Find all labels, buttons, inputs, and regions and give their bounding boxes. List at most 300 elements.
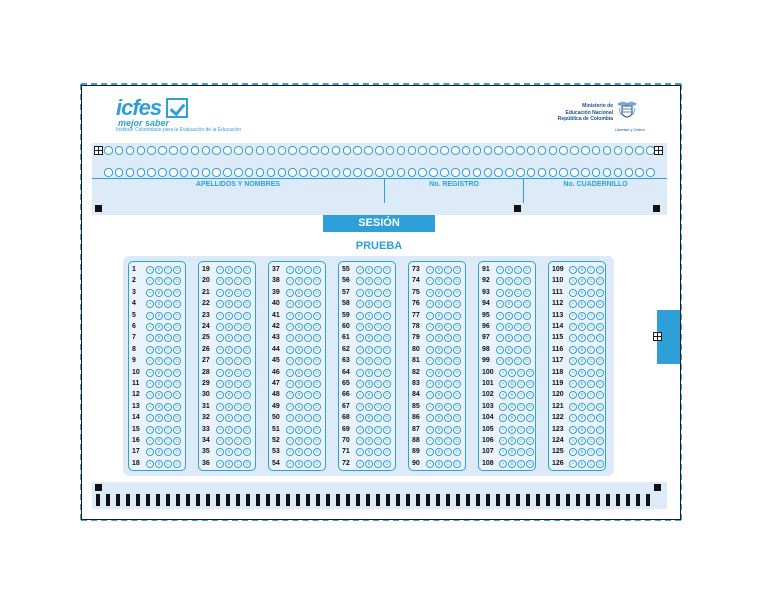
answer-option-bubble[interactable]: D: [243, 312, 251, 320]
bubble[interactable]: [147, 146, 156, 155]
answer-option-bubble[interactable]: B: [365, 426, 373, 434]
bubble[interactable]: [364, 168, 373, 177]
bubble[interactable]: [364, 146, 373, 155]
answer-option-bubble[interactable]: D: [173, 312, 181, 320]
answer-option-bubble[interactable]: B: [508, 437, 516, 445]
answer-option-bubble[interactable]: B: [295, 448, 303, 456]
answer-option-bubble[interactable]: D: [526, 448, 534, 456]
answer-option-bubble[interactable]: B: [225, 277, 233, 285]
bubble[interactable]: [386, 168, 395, 177]
answer-option-bubble[interactable]: D: [173, 426, 181, 434]
answer-option-bubble[interactable]: A: [569, 300, 577, 308]
answer-option-bubble[interactable]: C: [304, 437, 312, 445]
answer-option-bubble[interactable]: C: [374, 266, 382, 274]
answer-option-bubble[interactable]: A: [216, 300, 224, 308]
answer-option-bubble[interactable]: A: [286, 460, 294, 468]
bubble[interactable]: [408, 168, 417, 177]
bubble[interactable]: [505, 146, 514, 155]
answer-option-bubble[interactable]: C: [517, 448, 525, 456]
answer-option-bubble[interactable]: C: [304, 380, 312, 388]
answer-option-bubble[interactable]: C: [234, 346, 242, 354]
answer-option-bubble[interactable]: A: [286, 403, 294, 411]
answer-option-bubble[interactable]: B: [365, 357, 373, 365]
answer-option-bubble[interactable]: D: [383, 391, 391, 399]
bubble[interactable]: [126, 146, 135, 155]
answer-option-bubble[interactable]: D: [596, 357, 604, 365]
answer-option-bubble[interactable]: C: [444, 380, 452, 388]
answer-option-bubble[interactable]: D: [453, 266, 461, 274]
answer-option-bubble[interactable]: B: [508, 369, 516, 377]
answer-option-bubble[interactable]: A: [146, 437, 154, 445]
answer-option-bubble[interactable]: A: [356, 380, 364, 388]
bubble[interactable]: [559, 168, 568, 177]
answer-option-bubble[interactable]: D: [596, 391, 604, 399]
answer-option-bubble[interactable]: D: [243, 289, 251, 297]
answer-option-bubble[interactable]: B: [225, 334, 233, 342]
field-registry[interactable]: No. REGISTRO: [385, 179, 524, 203]
answer-option-bubble[interactable]: A: [286, 437, 294, 445]
answer-option-bubble[interactable]: B: [225, 426, 233, 434]
answer-option-bubble[interactable]: B: [435, 346, 443, 354]
answer-option-bubble[interactable]: D: [596, 437, 604, 445]
bubble[interactable]: [202, 146, 211, 155]
answer-option-bubble[interactable]: C: [304, 300, 312, 308]
answer-option-bubble[interactable]: A: [216, 426, 224, 434]
bubble[interactable]: [635, 168, 644, 177]
answer-option-bubble[interactable]: D: [596, 414, 604, 422]
answer-option-bubble[interactable]: C: [374, 380, 382, 388]
answer-option-bubble[interactable]: A: [286, 300, 294, 308]
answer-option-bubble[interactable]: C: [374, 289, 382, 297]
answer-option-bubble[interactable]: C: [444, 277, 452, 285]
answer-option-bubble[interactable]: B: [225, 289, 233, 297]
answer-option-bubble[interactable]: D: [313, 437, 321, 445]
answer-option-bubble[interactable]: D: [526, 380, 534, 388]
answer-option-bubble[interactable]: D: [173, 300, 181, 308]
bubble[interactable]: [332, 146, 341, 155]
answer-option-bubble[interactable]: D: [173, 437, 181, 445]
answer-option-bubble[interactable]: B: [435, 380, 443, 388]
answer-option-bubble[interactable]: C: [444, 403, 452, 411]
answer-option-bubble[interactable]: B: [365, 414, 373, 422]
answer-option-bubble[interactable]: B: [155, 403, 163, 411]
answer-option-bubble[interactable]: C: [234, 323, 242, 331]
answer-option-bubble[interactable]: C: [587, 369, 595, 377]
answer-option-bubble[interactable]: A: [286, 357, 294, 365]
answer-option-bubble[interactable]: A: [356, 300, 364, 308]
answer-option-bubble[interactable]: C: [234, 369, 242, 377]
answer-option-bubble[interactable]: A: [286, 312, 294, 320]
answer-option-bubble[interactable]: B: [365, 391, 373, 399]
answer-option-bubble[interactable]: C: [587, 426, 595, 434]
answer-option-bubble[interactable]: A: [146, 357, 154, 365]
bubble[interactable]: [234, 146, 243, 155]
answer-option-bubble[interactable]: C: [164, 403, 172, 411]
answer-option-bubble[interactable]: D: [383, 346, 391, 354]
answer-option-bubble[interactable]: B: [295, 426, 303, 434]
answer-option-bubble[interactable]: D: [313, 300, 321, 308]
answer-option-bubble[interactable]: A: [356, 369, 364, 377]
answer-option-bubble[interactable]: C: [304, 426, 312, 434]
bubble[interactable]: [212, 168, 221, 177]
answer-option-bubble[interactable]: B: [295, 414, 303, 422]
answer-option-bubble[interactable]: B: [578, 346, 586, 354]
answer-option-bubble[interactable]: D: [313, 426, 321, 434]
answer-option-bubble[interactable]: D: [526, 426, 534, 434]
bubble[interactable]: [353, 168, 362, 177]
answer-option-bubble[interactable]: B: [508, 460, 516, 468]
answer-option-bubble[interactable]: C: [234, 391, 242, 399]
bubble[interactable]: [180, 146, 189, 155]
answer-option-bubble[interactable]: C: [587, 266, 595, 274]
answer-option-bubble[interactable]: D: [453, 403, 461, 411]
bubble[interactable]: [321, 168, 330, 177]
answer-option-bubble[interactable]: C: [444, 323, 452, 331]
answer-option-bubble[interactable]: A: [356, 277, 364, 285]
answer-option-bubble[interactable]: A: [286, 426, 294, 434]
answer-option-bubble[interactable]: D: [596, 403, 604, 411]
bubble[interactable]: [245, 168, 254, 177]
answer-option-bubble[interactable]: C: [164, 323, 172, 331]
answer-option-bubble[interactable]: B: [435, 334, 443, 342]
bubble[interactable]: [418, 168, 427, 177]
answer-option-bubble[interactable]: D: [313, 391, 321, 399]
answer-option-bubble[interactable]: C: [234, 312, 242, 320]
answer-option-bubble[interactable]: B: [295, 391, 303, 399]
answer-option-bubble[interactable]: C: [234, 277, 242, 285]
answer-option-bubble[interactable]: C: [374, 460, 382, 468]
answer-option-bubble[interactable]: A: [496, 357, 504, 365]
answer-option-bubble[interactable]: B: [435, 391, 443, 399]
answer-option-bubble[interactable]: C: [514, 357, 522, 365]
bubble[interactable]: [516, 146, 525, 155]
answer-option-bubble[interactable]: C: [517, 403, 525, 411]
answer-option-bubble[interactable]: C: [587, 277, 595, 285]
answer-option-bubble[interactable]: D: [453, 323, 461, 331]
answer-option-bubble[interactable]: C: [164, 426, 172, 434]
answer-option-bubble[interactable]: B: [508, 380, 516, 388]
answer-option-bubble[interactable]: D: [173, 369, 181, 377]
answer-option-bubble[interactable]: A: [569, 346, 577, 354]
answer-option-bubble[interactable]: A: [499, 403, 507, 411]
bubble[interactable]: [104, 146, 113, 155]
answer-option-bubble[interactable]: C: [514, 312, 522, 320]
answer-option-bubble[interactable]: A: [569, 369, 577, 377]
bubble[interactable]: [473, 146, 482, 155]
answer-option-bubble[interactable]: B: [435, 369, 443, 377]
bubble[interactable]: [169, 146, 178, 155]
answer-option-bubble[interactable]: C: [374, 437, 382, 445]
answer-option-bubble[interactable]: C: [234, 266, 242, 274]
answer-option-bubble[interactable]: B: [578, 289, 586, 297]
bubble[interactable]: [180, 168, 189, 177]
answer-option-bubble[interactable]: C: [164, 391, 172, 399]
answer-option-bubble[interactable]: A: [426, 277, 434, 285]
answer-option-bubble[interactable]: A: [499, 448, 507, 456]
answer-option-bubble[interactable]: C: [444, 312, 452, 320]
answer-option-bubble[interactable]: C: [444, 426, 452, 434]
answer-option-bubble[interactable]: C: [234, 289, 242, 297]
answer-option-bubble[interactable]: A: [286, 346, 294, 354]
answer-option-bubble[interactable]: A: [426, 323, 434, 331]
bubble[interactable]: [549, 146, 558, 155]
answer-option-bubble[interactable]: C: [304, 346, 312, 354]
answer-option-bubble[interactable]: B: [155, 346, 163, 354]
answer-option-bubble[interactable]: D: [243, 266, 251, 274]
answer-option-bubble[interactable]: A: [496, 323, 504, 331]
answer-option-bubble[interactable]: C: [374, 448, 382, 456]
answer-option-bubble[interactable]: C: [587, 403, 595, 411]
answer-option-bubble[interactable]: C: [164, 380, 172, 388]
bubble[interactable]: [625, 168, 634, 177]
answer-option-bubble[interactable]: B: [225, 266, 233, 274]
bubble[interactable]: [115, 146, 124, 155]
answer-option-bubble[interactable]: D: [173, 289, 181, 297]
answer-option-bubble[interactable]: C: [587, 346, 595, 354]
answer-option-bubble[interactable]: A: [286, 323, 294, 331]
answer-option-bubble[interactable]: A: [286, 391, 294, 399]
answer-option-bubble[interactable]: C: [514, 323, 522, 331]
answer-option-bubble[interactable]: C: [234, 334, 242, 342]
answer-option-bubble[interactable]: C: [164, 437, 172, 445]
answer-option-bubble[interactable]: D: [596, 460, 604, 468]
answer-option-bubble[interactable]: B: [155, 391, 163, 399]
answer-option-bubble[interactable]: A: [356, 266, 364, 274]
answer-option-bubble[interactable]: D: [243, 391, 251, 399]
bubble[interactable]: [299, 168, 308, 177]
answer-option-bubble[interactable]: C: [234, 414, 242, 422]
answer-option-bubble[interactable]: D: [173, 357, 181, 365]
answer-option-bubble[interactable]: B: [295, 346, 303, 354]
bubble[interactable]: [559, 146, 568, 155]
bubble[interactable]: [332, 168, 341, 177]
answer-option-bubble[interactable]: C: [374, 391, 382, 399]
answer-option-bubble[interactable]: B: [435, 266, 443, 274]
bubble[interactable]: [451, 146, 460, 155]
answer-option-bubble[interactable]: D: [313, 369, 321, 377]
answer-option-bubble[interactable]: A: [356, 346, 364, 354]
answer-option-bubble[interactable]: A: [356, 426, 364, 434]
answer-option-bubble[interactable]: A: [216, 448, 224, 456]
answer-option-bubble[interactable]: B: [578, 448, 586, 456]
answer-option-bubble[interactable]: C: [164, 334, 172, 342]
answer-option-bubble[interactable]: B: [505, 357, 513, 365]
answer-option-bubble[interactable]: A: [286, 334, 294, 342]
answer-option-bubble[interactable]: C: [234, 403, 242, 411]
bubble[interactable]: [256, 146, 265, 155]
answer-option-bubble[interactable]: C: [164, 460, 172, 468]
answer-option-bubble[interactable]: A: [216, 323, 224, 331]
answer-option-bubble[interactable]: B: [225, 448, 233, 456]
answer-option-bubble[interactable]: D: [523, 266, 531, 274]
answer-option-bubble[interactable]: D: [313, 277, 321, 285]
answer-option-bubble[interactable]: A: [496, 312, 504, 320]
answer-option-bubble[interactable]: C: [234, 426, 242, 434]
answer-option-bubble[interactable]: B: [155, 380, 163, 388]
answer-option-bubble[interactable]: B: [365, 403, 373, 411]
answer-option-bubble[interactable]: D: [523, 289, 531, 297]
answer-option-bubble[interactable]: A: [286, 448, 294, 456]
answer-option-bubble[interactable]: C: [444, 460, 452, 468]
answer-option-bubble[interactable]: B: [295, 460, 303, 468]
bubble[interactable]: [581, 168, 590, 177]
field-names[interactable]: APELLIDOS Y NOMBRES: [92, 179, 385, 203]
answer-option-bubble[interactable]: B: [578, 460, 586, 468]
answer-option-bubble[interactable]: B: [505, 266, 513, 274]
answer-option-bubble[interactable]: A: [569, 380, 577, 388]
answer-option-bubble[interactable]: A: [569, 289, 577, 297]
answer-option-bubble[interactable]: D: [453, 277, 461, 285]
answer-option-bubble[interactable]: B: [435, 460, 443, 468]
answer-option-bubble[interactable]: D: [173, 277, 181, 285]
answer-option-bubble[interactable]: B: [295, 289, 303, 297]
answer-option-bubble[interactable]: A: [286, 266, 294, 274]
answer-option-bubble[interactable]: A: [569, 460, 577, 468]
answer-option-bubble[interactable]: A: [426, 460, 434, 468]
bubble[interactable]: [288, 146, 297, 155]
answer-option-bubble[interactable]: B: [155, 357, 163, 365]
bubble[interactable]: [321, 146, 330, 155]
answer-option-bubble[interactable]: B: [365, 380, 373, 388]
answer-option-bubble[interactable]: B: [365, 334, 373, 342]
answer-option-bubble[interactable]: D: [313, 289, 321, 297]
answer-option-bubble[interactable]: A: [499, 414, 507, 422]
answer-option-bubble[interactable]: A: [216, 380, 224, 388]
answer-option-bubble[interactable]: B: [225, 414, 233, 422]
answer-option-bubble[interactable]: A: [216, 460, 224, 468]
answer-option-bubble[interactable]: A: [216, 369, 224, 377]
answer-option-bubble[interactable]: B: [365, 266, 373, 274]
answer-option-bubble[interactable]: B: [225, 460, 233, 468]
bubble[interactable]: [256, 168, 265, 177]
answer-option-bubble[interactable]: A: [496, 334, 504, 342]
answer-option-bubble[interactable]: D: [596, 346, 604, 354]
answer-option-bubble[interactable]: D: [453, 460, 461, 468]
bubble[interactable]: [516, 168, 525, 177]
answer-option-bubble[interactable]: C: [234, 437, 242, 445]
answer-option-bubble[interactable]: A: [146, 391, 154, 399]
answer-option-bubble[interactable]: D: [173, 266, 181, 274]
answer-option-bubble[interactable]: D: [523, 323, 531, 331]
answer-option-bubble[interactable]: C: [304, 448, 312, 456]
answer-option-bubble[interactable]: D: [526, 460, 534, 468]
answer-option-bubble[interactable]: D: [453, 426, 461, 434]
answer-option-bubble[interactable]: A: [569, 277, 577, 285]
answer-option-bubble[interactable]: A: [216, 277, 224, 285]
answer-option-bubble[interactable]: A: [496, 289, 504, 297]
answer-option-bubble[interactable]: D: [313, 312, 321, 320]
answer-option-bubble[interactable]: A: [569, 266, 577, 274]
answer-option-bubble[interactable]: C: [304, 334, 312, 342]
answer-option-bubble[interactable]: D: [243, 380, 251, 388]
answer-option-bubble[interactable]: B: [225, 391, 233, 399]
answer-option-bubble[interactable]: B: [225, 403, 233, 411]
answer-option-bubble[interactable]: B: [295, 334, 303, 342]
answer-option-bubble[interactable]: D: [453, 300, 461, 308]
answer-option-bubble[interactable]: A: [146, 312, 154, 320]
answer-option-bubble[interactable]: C: [587, 300, 595, 308]
answer-option-bubble[interactable]: D: [596, 266, 604, 274]
bubble[interactable]: [484, 168, 493, 177]
answer-option-bubble[interactable]: A: [426, 289, 434, 297]
answer-option-bubble[interactable]: C: [514, 277, 522, 285]
answer-option-bubble[interactable]: A: [496, 277, 504, 285]
field-booklet[interactable]: No. CUADERNILLO: [563, 181, 628, 188]
answer-option-bubble[interactable]: C: [587, 334, 595, 342]
answer-option-bubble[interactable]: D: [596, 448, 604, 456]
answer-option-bubble[interactable]: A: [499, 426, 507, 434]
answer-option-bubble[interactable]: A: [569, 414, 577, 422]
answer-option-bubble[interactable]: C: [164, 357, 172, 365]
bubble[interactable]: [484, 146, 493, 155]
answer-option-bubble[interactable]: A: [286, 380, 294, 388]
answer-option-bubble[interactable]: D: [383, 300, 391, 308]
bubble[interactable]: [267, 146, 276, 155]
answer-option-bubble[interactable]: B: [435, 448, 443, 456]
bubble[interactable]: [169, 168, 178, 177]
answer-option-bubble[interactable]: C: [234, 460, 242, 468]
bubble[interactable]: [397, 146, 406, 155]
bubble[interactable]: [278, 146, 287, 155]
answer-option-bubble[interactable]: A: [146, 448, 154, 456]
answer-option-bubble[interactable]: B: [435, 277, 443, 285]
answer-option-bubble[interactable]: B: [435, 357, 443, 365]
answer-option-bubble[interactable]: C: [517, 414, 525, 422]
answer-option-bubble[interactable]: C: [444, 346, 452, 354]
answer-option-bubble[interactable]: D: [523, 277, 531, 285]
answer-option-bubble[interactable]: B: [505, 334, 513, 342]
answer-option-bubble[interactable]: A: [426, 426, 434, 434]
answer-option-bubble[interactable]: D: [383, 323, 391, 331]
bubble[interactable]: [635, 146, 644, 155]
answer-option-bubble[interactable]: C: [304, 369, 312, 377]
answer-option-bubble[interactable]: D: [313, 460, 321, 468]
answer-option-bubble[interactable]: C: [164, 266, 172, 274]
bubble[interactable]: [429, 146, 438, 155]
answer-option-bubble[interactable]: A: [146, 460, 154, 468]
bubble[interactable]: [549, 168, 558, 177]
bubble[interactable]: [245, 146, 254, 155]
answer-option-bubble[interactable]: B: [578, 403, 586, 411]
answer-option-bubble[interactable]: D: [596, 300, 604, 308]
bubble[interactable]: [234, 168, 243, 177]
answer-option-bubble[interactable]: D: [243, 460, 251, 468]
bubble[interactable]: [288, 168, 297, 177]
bubble[interactable]: [223, 168, 232, 177]
answer-option-bubble[interactable]: A: [356, 460, 364, 468]
answer-option-bubble[interactable]: B: [365, 300, 373, 308]
answer-option-bubble[interactable]: B: [365, 312, 373, 320]
answer-option-bubble[interactable]: A: [146, 334, 154, 342]
answer-option-bubble[interactable]: B: [505, 277, 513, 285]
answer-option-bubble[interactable]: C: [234, 357, 242, 365]
answer-option-bubble[interactable]: A: [496, 346, 504, 354]
bubble[interactable]: [494, 146, 503, 155]
answer-option-bubble[interactable]: A: [426, 437, 434, 445]
answer-option-bubble[interactable]: D: [383, 289, 391, 297]
answer-option-bubble[interactable]: B: [578, 426, 586, 434]
answer-option-bubble[interactable]: C: [587, 414, 595, 422]
answer-option-bubble[interactable]: D: [313, 380, 321, 388]
answer-option-bubble[interactable]: B: [225, 357, 233, 365]
bubble[interactable]: [310, 146, 319, 155]
bubble[interactable]: [212, 146, 221, 155]
answer-option-bubble[interactable]: C: [444, 289, 452, 297]
answer-option-bubble[interactable]: D: [383, 369, 391, 377]
answer-option-bubble[interactable]: C: [164, 414, 172, 422]
bubble[interactable]: [646, 168, 655, 177]
bubble[interactable]: [473, 168, 482, 177]
